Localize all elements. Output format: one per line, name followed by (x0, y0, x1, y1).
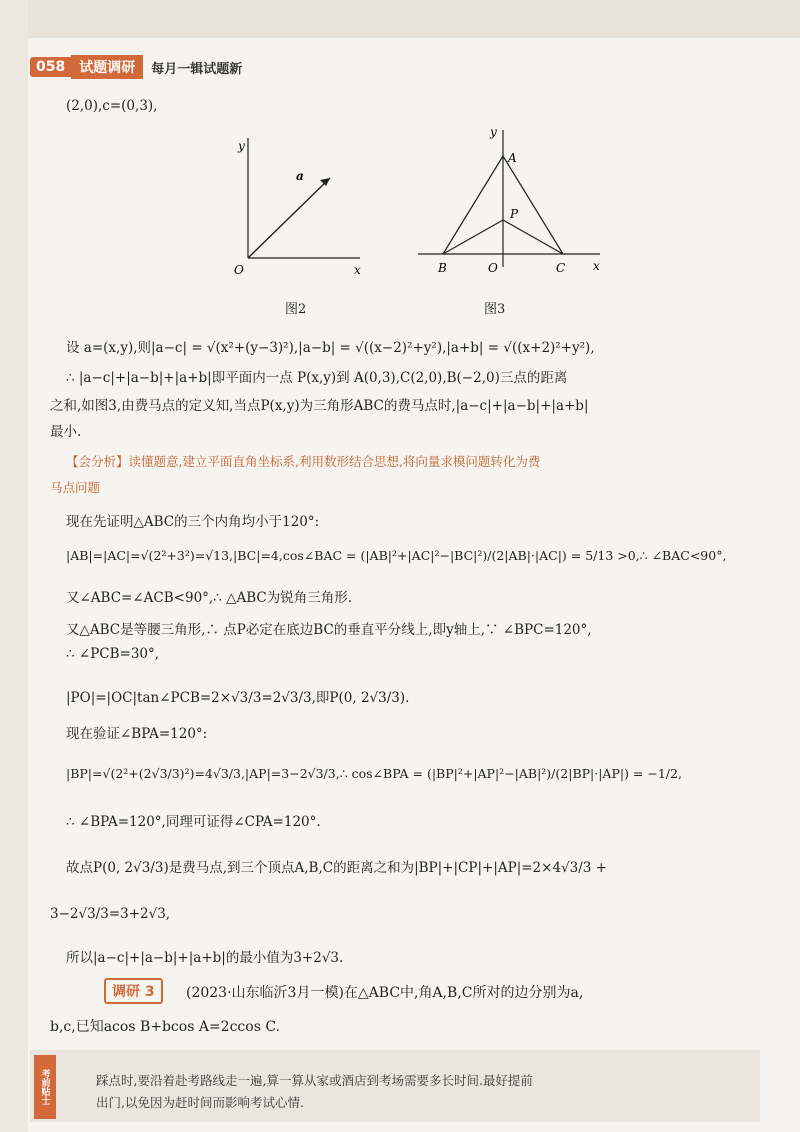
research-tag: 调研 3 (104, 978, 163, 1004)
x-label: x (593, 259, 600, 273)
tip-line: 出门,以免因为赶时间而影响考试心情. (96, 1095, 304, 1110)
top-band (0, 0, 800, 38)
side-ac (503, 156, 563, 254)
segment-cp (503, 220, 563, 254)
text-line: ∴ |a−c|+|a−b|+|a+b|即平面内一点 P(x,y)到 A(0,3),C(2,0),B(−2,0)三点的距离 (66, 370, 568, 386)
point-p-label: P (510, 207, 519, 221)
left-band (0, 0, 28, 1132)
text-line: 现在验证∠BPA=120°: (66, 726, 208, 742)
text-line: 现在先证明△ABC的三个内角均小于120°: (66, 514, 320, 530)
point-c-label: C (556, 261, 566, 275)
text-line: 所以|a−c|+|a−b|+|a+b|的最小值为3+2√3. (66, 950, 344, 966)
text-line: 故点P(0, 2√3/3)是费马点,到三个顶点A,B,C的距离之和为|BP|+|CP|+|AP|=2×4√3/3 + (66, 860, 607, 876)
text-line: 又∠ABC=∠ACB<90°,∴ △ABC为锐角三角形. (66, 590, 353, 606)
text-line: 最小. (50, 424, 82, 440)
text-line: |AB|=|AC|=√(2²+3²)=√13,|BC|=4,cos∠BAC = (|AB|²+|AC|²−|BC|²)/(2|AB|·|AC|) = 5/13 >0,∴ ∠BAC<90°, (66, 548, 727, 563)
header-subtitle: 每月一辑试题新 (151, 61, 243, 77)
text-line: ∴ ∠PCB=30°, (66, 646, 160, 662)
text-line: |PO|=|OC|tan∠PCB=2×√3/3=2√3/3,即P(0, 2√3/3). (66, 690, 410, 706)
analysis-note: 【会分析】读懂题意,建立平面直角坐标系,利用数形结合思想,将向量求模问题转化为费 (66, 454, 541, 469)
text-line: 3−2√3/3=3+2√3, (50, 906, 171, 922)
text-line: 之和,如图3,由费马点的定义知,当点P(x,y)为三角形ABC的费马点时,|a−c|+|a−b|+|a+b| (50, 398, 589, 414)
y-label: y (490, 125, 497, 139)
text-line: (2,0),c=(0,3), (66, 98, 158, 114)
problem-text: (2023·山东临沂3月一模)在△ABC中,角A,B,C所对的边分别为a, (186, 985, 584, 1001)
page-header (30, 55, 242, 79)
page-number: 058 (30, 57, 71, 77)
text-line: 又△ABC是等腰三角形,∴ 点P必定在底边BC的垂直平分线上,即y轴上,∵ ∠BPC=120°, (66, 622, 592, 638)
side-ab (443, 156, 503, 254)
problem-text: b,c,已知acos B+bcos A=2ccos C. (50, 1019, 280, 1035)
vector-a (248, 178, 330, 258)
x-label: x (354, 263, 361, 277)
tip-side-label: 考前贴士 (34, 1055, 56, 1119)
origin-label: O (234, 263, 244, 277)
tip-line: 踩点时,要沿着赴考路线走一遍,算一算从家或酒店到考场需要多长时间.最好提前 (96, 1073, 533, 1088)
point-a-label: A (508, 151, 517, 165)
text-line: 设 a=(x,y),则|a−c| = √(x²+(y−3)²),|a−b| = √((x−2)²+y²),|a+b| = √((x+2)²+y²), (66, 340, 595, 356)
origin-label: O (488, 261, 498, 275)
y-label: y (238, 139, 245, 153)
arrow-head (320, 178, 330, 186)
figure-2-caption: 图2 (285, 302, 307, 317)
figure-2 (220, 128, 370, 288)
text-line: ∴ ∠BPA=120°,同理可证得∠CPA=120°. (66, 814, 321, 830)
analysis-note: 马点问题 (50, 480, 101, 495)
figure-3 (418, 122, 618, 282)
section-title: 试题调研 (71, 55, 143, 79)
text-line: |BP|=√(2²+(2√3/3)²)=4√3/3,|AP|=3−2√3/3,∴ cos∠BPA = (|BP|²+|AP|²−|AB|²)/(2|BP|·|AP|) = −1/2, (66, 766, 682, 781)
vector-label: a (296, 169, 304, 183)
figure-3-caption: 图3 (484, 302, 506, 317)
tip-text (96, 1070, 533, 1114)
segment-bp (443, 220, 503, 254)
point-b-label: B (438, 261, 447, 275)
